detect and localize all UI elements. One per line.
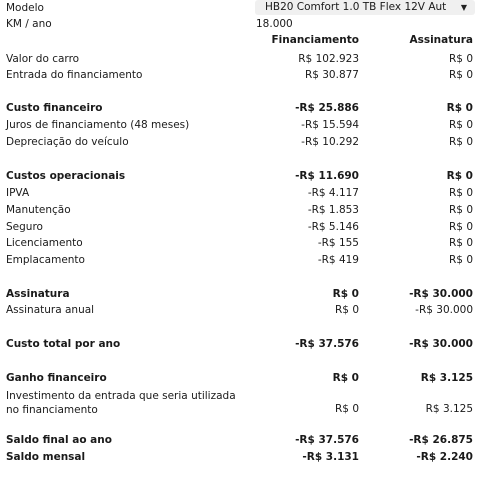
column-header-row (0, 32, 486, 49)
column-header-financiamento: Financiamento (271, 34, 359, 46)
row-fin-value: -R$ 419 (317, 254, 359, 266)
row-fin-value: -R$ 3.131 (302, 451, 359, 463)
row-label: Licenciamento (6, 237, 83, 249)
row-manutencao (0, 202, 486, 219)
row-custo-total (0, 336, 486, 353)
row-label: Valor do carro (6, 53, 80, 65)
row-label: Custos operacionais (6, 170, 126, 182)
row-label: IPVA (6, 187, 30, 199)
row-label: Saldo mensal (6, 451, 86, 463)
row-ass-value: R$ 3.125 (425, 403, 473, 415)
modelo-select-value: HB20 Comfort 1.0 TB Flex 12V Aut (265, 1, 447, 13)
row-seguro (0, 219, 486, 236)
row-label: Custo total por ano (6, 338, 121, 350)
row-assinatura (0, 286, 486, 303)
row-fin-value: R$ 0 (335, 304, 359, 316)
row-emplacamento (0, 252, 486, 269)
row-ass-value: R$ 3.125 (420, 372, 473, 384)
row-ass-value: R$ 0 (449, 187, 473, 199)
row-fin-value: -R$ 15.594 (301, 119, 359, 131)
row-ass-value: -R$ 30.000 (409, 338, 473, 350)
row-label: Saldo final ao ano (6, 434, 112, 446)
row-ganho-financeiro (0, 370, 486, 387)
row-fin-value: -R$ 1.853 (307, 204, 359, 216)
row-ass-value: R$ 0 (449, 254, 473, 266)
km-row (0, 16, 486, 33)
row-label: Seguro (6, 221, 43, 233)
row-investimento (0, 389, 486, 417)
row-label: Juros de financiamento (48 meses) (6, 119, 190, 131)
row-ass-value: R$ 0 (446, 170, 473, 182)
row-custo-financeiro (0, 100, 486, 117)
row-fin-value: R$ 0 (332, 372, 359, 384)
row-fin-value: -R$ 25.886 (295, 102, 359, 114)
row-ass-value: R$ 0 (449, 69, 473, 81)
row-fin-value: -R$ 5.146 (307, 221, 359, 233)
row-ass-value: R$ 0 (449, 221, 473, 233)
row-licenciamento (0, 235, 486, 252)
row-ass-value: -R$ 2.240 (416, 451, 473, 463)
row-ipva (0, 185, 486, 202)
row-label-line1: Investimento da entrada que seria utilizada (6, 390, 236, 402)
row-ass-value: -R$ 30.000 (415, 304, 473, 316)
row-ass-value: R$ 0 (449, 119, 473, 131)
row-label: Emplacamento (6, 254, 85, 266)
modelo-select[interactable] (255, 0, 475, 15)
km-label: KM / ano (6, 18, 52, 30)
row-fin-value: -R$ 155 (317, 237, 359, 249)
row-label: Assinatura anual (6, 304, 95, 316)
row-fin-value: -R$ 4.117 (307, 187, 359, 199)
km-value: 18.000 (256, 18, 293, 30)
chevron-down-icon: ▼ (460, 3, 467, 12)
row-ass-value: R$ 0 (449, 237, 473, 249)
row-fin-value: R$ 102.923 (298, 53, 359, 65)
modelo-row (0, 0, 486, 17)
row-ass-value: R$ 0 (449, 204, 473, 216)
row-fin-value: -R$ 37.576 (295, 434, 359, 446)
column-header-assinatura: Assinatura (409, 34, 473, 46)
row-label: Assinatura (6, 288, 70, 300)
row-label: Custo financeiro (6, 102, 103, 114)
row-fin-value: R$ 0 (335, 403, 359, 415)
row-ass-value: R$ 0 (449, 136, 473, 148)
row-entrada (0, 67, 486, 84)
row-fin-value: -R$ 10.292 (301, 136, 359, 148)
row-fin-value: R$ 30.877 (304, 69, 359, 81)
row-label: Entrada do financiamento (6, 69, 143, 81)
row-juros (0, 117, 486, 134)
row-label: Manutenção (6, 204, 71, 216)
row-saldo-mensal (0, 449, 486, 466)
row-ass-value: -R$ 26.875 (409, 434, 473, 446)
row-assinatura-anual (0, 302, 486, 319)
row-fin-value: R$ 0 (332, 288, 359, 300)
row-fin-value: -R$ 11.690 (295, 170, 359, 182)
row-label (6, 389, 236, 417)
row-valor-carro (0, 51, 486, 68)
row-ass-value: R$ 0 (449, 53, 473, 65)
row-label-line2: no financiamento (6, 404, 98, 416)
modelo-label: Modelo (6, 2, 44, 14)
row-label: Depreciação do veículo (6, 136, 129, 148)
row-depreciacao (0, 134, 486, 151)
row-custos-operacionais (0, 168, 486, 185)
row-ass-value: R$ 0 (446, 102, 473, 114)
row-label: Ganho financeiro (6, 372, 107, 384)
row-fin-value: -R$ 37.576 (295, 338, 359, 350)
row-ass-value: -R$ 30.000 (409, 288, 473, 300)
row-saldo-final-ano (0, 432, 486, 449)
